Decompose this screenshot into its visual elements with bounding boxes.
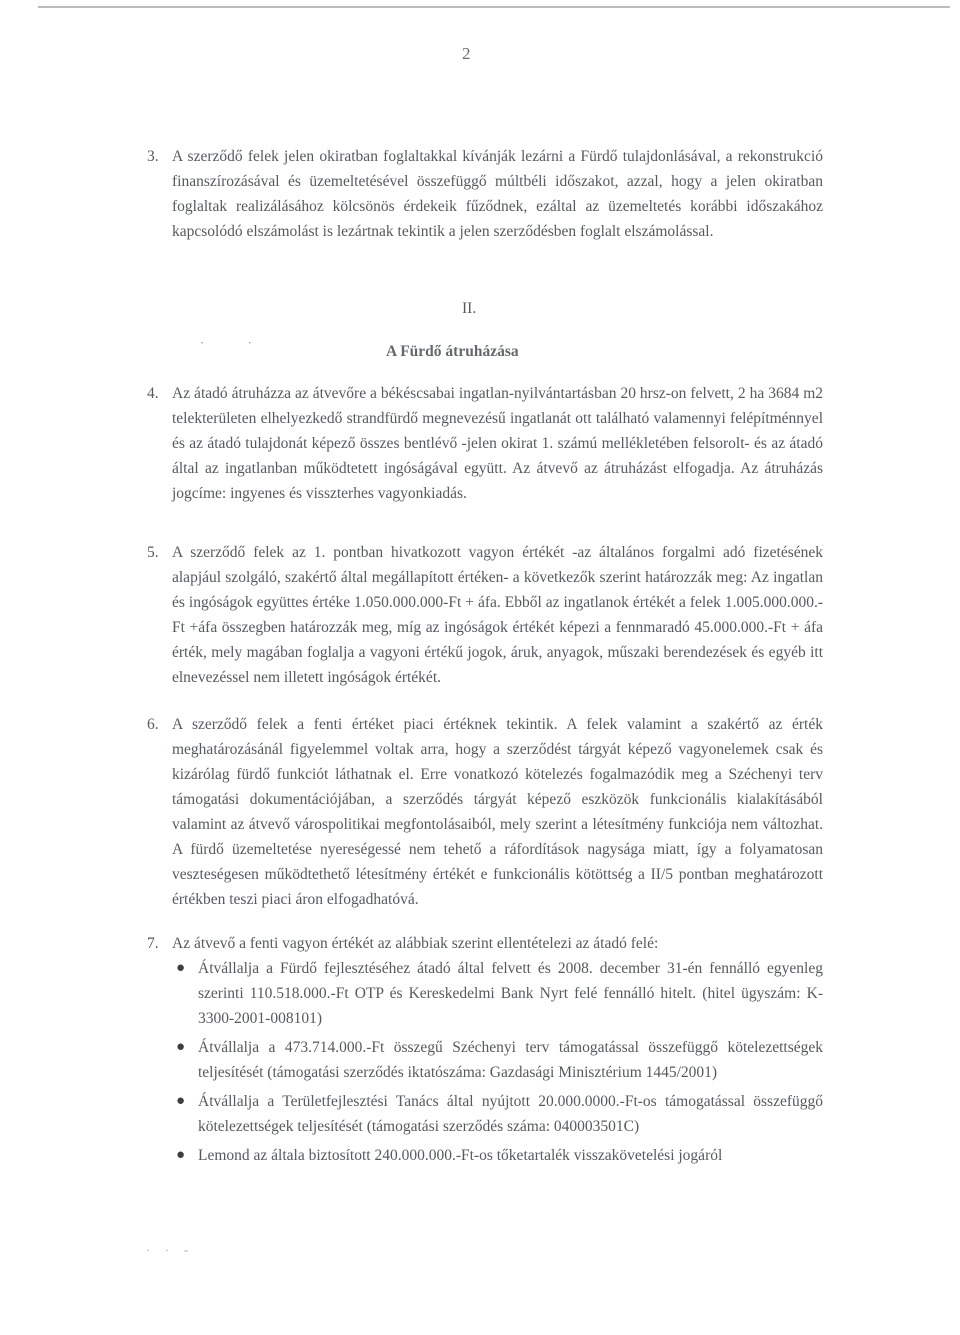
bullet-dot-icon: ● [176, 1147, 186, 1163]
page-number: 2 [462, 44, 471, 63]
obligations-list [172, 956, 823, 1172]
paragraph-text: A szerződő felek a fenti értéket piaci értéknek tekintik. A felek valamint a szakértő az érték meghatározásánál figyelemmel voltak arra, hogy a szerződést tárgyát képező vagyonelemek csak és kizárólag fürdő funkciót láthatnak el. Erre vonatkozó kötelezés fogalmazódik meg a Széchenyi terv támogatási dokumentációjában, a szerződés tárgyát képező eszközök funkcionális kialakításából valamint az átvevő várospolitikai megfontolásaiból, mely szerint a létesítmény funkciója nem változhat. A fürdő üzemeltetése nyereségessé nem tehető a ráfordítások nagysága miatt, így a folyamatosan veszteségesen működtethető létesítmény értékét e funkcionális kötöttség a II/5 pontban meghatározott értékben teszi piaci áron elfogadhatóvá. [172, 716, 823, 908]
bullet-dot-icon: ● [176, 1093, 186, 1109]
paragraph-6 [147, 712, 823, 912]
paragraph-4 [147, 381, 823, 506]
paragraph-number: 4. [147, 385, 159, 402]
list-item-text: Átvállalja a 473.714.000.-Ft összegű Széchenyi terv támogatással összefüggő kötelezettségek teljesítését (támogatási szerződés iktatószáma: Gazdasági Minisztérium 1445/2001) [198, 1039, 823, 1081]
bullet-dot-icon: ● [176, 960, 186, 976]
list-item [172, 956, 823, 1031]
paragraph-text: Az átadó átruházza az átvevőre a békéscsabai ingatlan-nyilvántartásban 20 hrsz-on felvett, 2 ha 3684 m2 telekterületen elhelyezkedő strandfürdő megnevezésű ingatlanát ott található valamennyi felépítménnyel és az átadó tulajdonát képező összes bentlévő -jelen okirat 1. számú mellékletében felsorolt- és az átadó által az ingatlanban működtetett ingóságával együtt. Az átvevő az átruházást elfogadja. Az átruházás jogcíme: ingyenes és visszterhes vagyonkiadás. [172, 385, 823, 502]
list-item [172, 1143, 823, 1168]
bullet-dot-icon: ● [176, 1039, 186, 1055]
list-item-text: Átvállalja a Fürdő fejlesztéséhez átadó által felvett és 2008. december 31-én fennálló egyenleg szerinti 110.518.000.-Ft OTP és Kereskedelmi Bank Nyrt felé fennálló hitelt. (hitel ügyszám: K-3300-2001-008101) [198, 960, 823, 1027]
paragraph-number: 3. [147, 148, 159, 165]
list-item-text: Átvállalja a Területfejlesztési Tanács által nyújtott 20.000.0000.-Ft-os támogatással összefüggő kötelezettségek teljesítését (támogatási szerződés száma: 040003501C) [198, 1093, 823, 1135]
list-item-text: Lemond az általa biztosított 240.000.000.-Ft-os tőketartalék visszakövetelési jogáról [198, 1147, 723, 1164]
list-item [172, 1089, 823, 1139]
paragraph-text: A szerződő felek jelen okiratban foglaltakkal kívánják lezárni a Fürdő tulajdonlásával, a rekonstrukció finanszírozásával és üzemeltetésével összefüggő múltbéli időszakot, azzal, hogy a jelen okiratban foglaltak realizálásához kölcsönös érdekeik fűződnek, ezáltal az üzemeltetés korábbi időszakához kapcsolódó elszámolást is lezártnak tekintik a jelen szerződésben foglalt elszámolással. [172, 148, 823, 240]
section-number: II. [462, 300, 477, 317]
scan-specks-footer: · · - [146, 1243, 194, 1257]
paragraph-3 [147, 144, 823, 244]
paragraph-5 [147, 540, 823, 690]
list-item [172, 1035, 823, 1085]
scan-top-edge [38, 6, 950, 8]
paragraph-7 [147, 931, 823, 956]
paragraph-number: 7. [147, 935, 159, 952]
section-title: A Fürdő átruházása [386, 343, 519, 360]
paragraph-text: A szerződő felek az 1. pontban hivatkozott vagyon értékét -az általános forgalmi adó fizetésének alapjául szolgáló, szakértő által megállapított értéken- a következők szerint határozzák meg: Az ingatlan és ingóságok együttes értéke 1.050.000.000-Ft + áfa. Ebből az ingatlanok értékét a felek 1.005.000.000.-Ft +áfa összegben határozzák meg, míg az ingóságok értékét képezi a fennmaradó 45.000.000.-Ft + áfa érték, mely magában foglalja a vagyoni értékű jogok, áruk, anyagok, műszaki berendezések és egyéb itt elnevezéssel nem illetett ingóságok értékét. [172, 544, 823, 686]
paragraph-number: 6. [147, 716, 159, 733]
paragraph-number: 5. [147, 544, 159, 561]
scan-specks: · · [200, 335, 272, 350]
paragraph-text: Az átvevő a fenti vagyon értékét az alábbiak szerint ellentételezi az átadó felé: [172, 935, 659, 952]
